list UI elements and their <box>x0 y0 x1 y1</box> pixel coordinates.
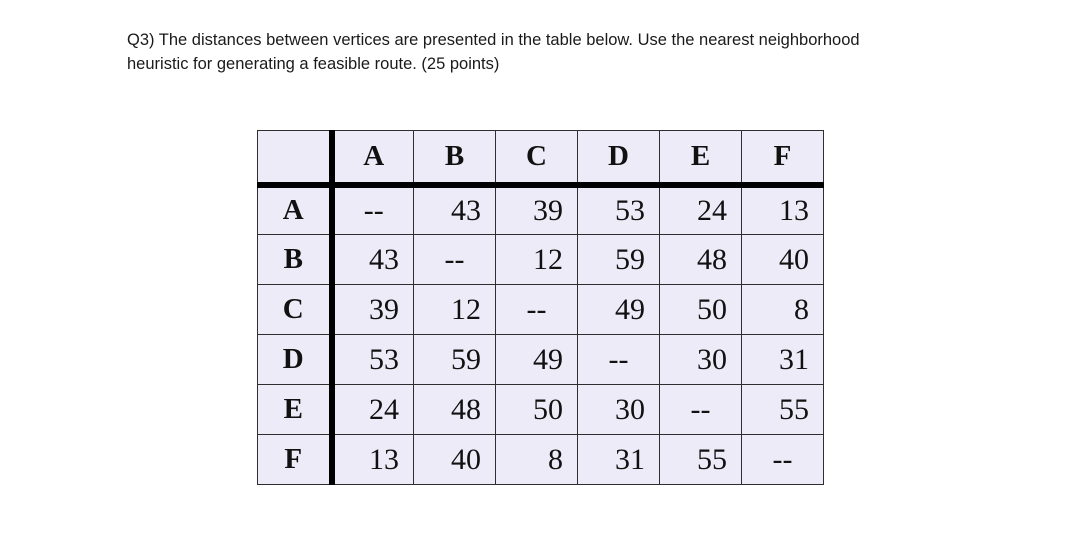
distance-cell: 30 <box>660 335 742 385</box>
row-header: E <box>258 385 332 435</box>
column-header: F <box>742 131 824 185</box>
distance-cell: 39 <box>332 285 414 335</box>
distance-cell: 12 <box>414 285 496 335</box>
distance-cell: 43 <box>414 185 496 235</box>
column-header: D <box>578 131 660 185</box>
distance-cell: 13 <box>742 185 824 235</box>
distance-cell: -- <box>578 335 660 385</box>
distance-cell: 48 <box>660 235 742 285</box>
row-header: C <box>258 285 332 335</box>
distance-cell: 13 <box>332 435 414 485</box>
table-row <box>258 335 824 385</box>
row-header: B <box>258 235 332 285</box>
distance-cell: -- <box>742 435 824 485</box>
distance-cell: 31 <box>578 435 660 485</box>
distance-cell: 50 <box>496 385 578 435</box>
distance-cell: 24 <box>660 185 742 235</box>
table-row <box>258 235 824 285</box>
distance-cell: 59 <box>578 235 660 285</box>
distance-cell: 8 <box>496 435 578 485</box>
row-header: A <box>258 185 332 235</box>
distance-cell: 43 <box>332 235 414 285</box>
row-header: F <box>258 435 332 485</box>
distance-cell: 30 <box>578 385 660 435</box>
distance-cell: 24 <box>332 385 414 435</box>
distance-cell: 53 <box>332 335 414 385</box>
distance-cell: 49 <box>578 285 660 335</box>
distance-cell: -- <box>332 185 414 235</box>
distance-cell: 49 <box>496 335 578 385</box>
table-row <box>258 435 824 485</box>
distance-cell: 40 <box>742 235 824 285</box>
column-header: C <box>496 131 578 185</box>
question-line-1: Q3) The distances between vertices are presented in the table below. Use the nearest neighborhood <box>127 31 860 49</box>
distance-cell: 55 <box>660 435 742 485</box>
distance-cell: 55 <box>742 385 824 435</box>
distance-cell: 50 <box>660 285 742 335</box>
distance-cell: 8 <box>742 285 824 335</box>
distance-cell: -- <box>496 285 578 335</box>
distance-cell: 31 <box>742 335 824 385</box>
column-header: A <box>332 131 414 185</box>
distance-table <box>257 130 824 485</box>
row-header: D <box>258 335 332 385</box>
table-row <box>258 285 824 335</box>
table-header-row <box>258 131 824 185</box>
distance-cell: 48 <box>414 385 496 435</box>
distance-cell: 12 <box>496 235 578 285</box>
column-header: E <box>660 131 742 185</box>
distance-cell: 53 <box>578 185 660 235</box>
distance-cell: -- <box>660 385 742 435</box>
distance-cell: -- <box>414 235 496 285</box>
distance-cell: 59 <box>414 335 496 385</box>
distance-cell: 39 <box>496 185 578 235</box>
table-row <box>258 385 824 435</box>
question-line-2: heuristic for generating a feasible route. (25 points) <box>127 55 500 73</box>
question-text <box>127 28 1027 76</box>
table-row <box>258 185 824 235</box>
table-corner-cell <box>258 131 332 185</box>
column-header: B <box>414 131 496 185</box>
distance-cell: 40 <box>414 435 496 485</box>
